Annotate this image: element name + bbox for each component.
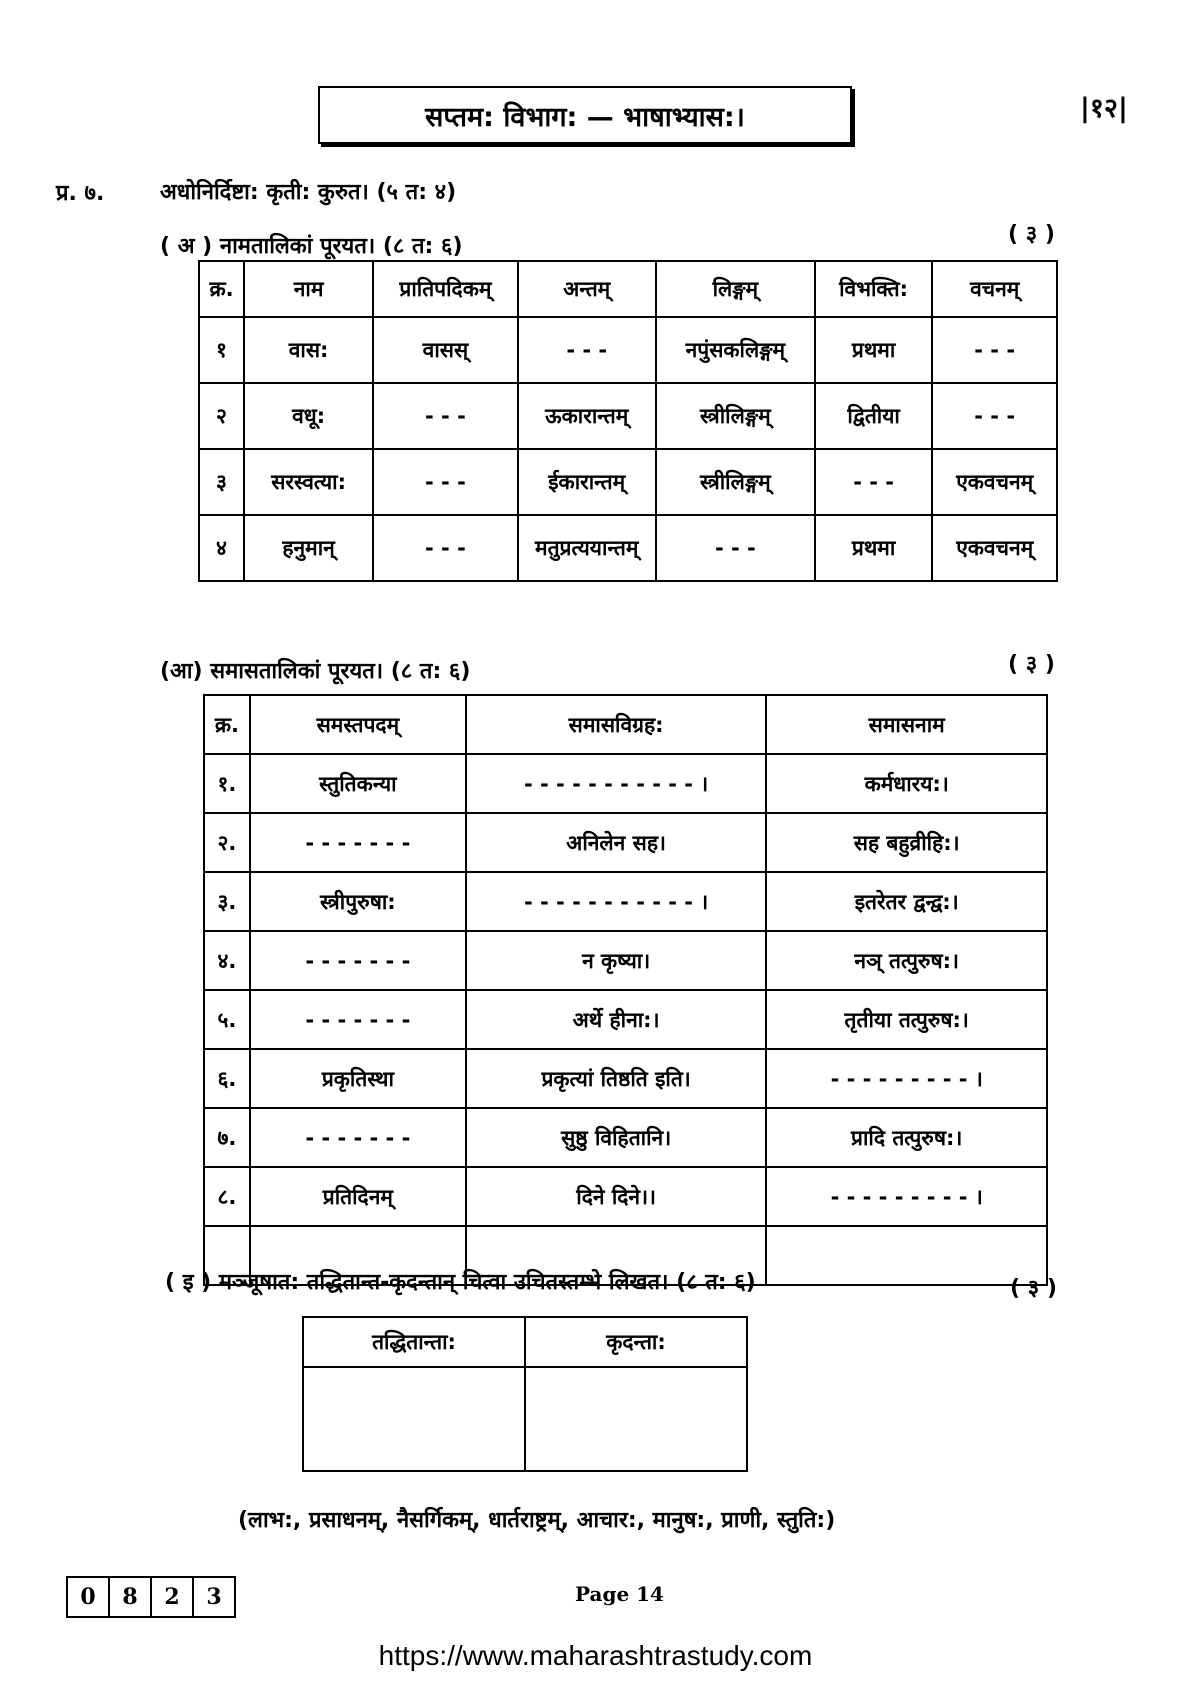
section-b-marks: ( ३ ) bbox=[1008, 652, 1055, 677]
table-row bbox=[204, 1049, 1047, 1108]
table-cell: इतरेतर द्वन्द्व:। bbox=[766, 872, 1047, 931]
table-header-row bbox=[199, 261, 1057, 317]
table-row bbox=[199, 383, 1057, 449]
table-cell bbox=[766, 1226, 1047, 1285]
table-row bbox=[199, 449, 1057, 515]
table-cell: - - - bbox=[373, 383, 517, 449]
table-row bbox=[204, 1167, 1047, 1226]
compound-table bbox=[203, 694, 1048, 1286]
table-cell: नञ् तत्पुरुष:। bbox=[766, 931, 1047, 990]
header-cell: विभक्ति: bbox=[815, 261, 933, 317]
table-cell: वासस् bbox=[373, 317, 517, 383]
header-cell: कृदन्ता: bbox=[525, 1317, 747, 1367]
table-cell: अनिलेन सह। bbox=[466, 813, 767, 872]
question-text: अधोनिर्दिष्टा: कृती: कुरुत। (५ त: ४) bbox=[160, 180, 457, 205]
table-row bbox=[204, 990, 1047, 1049]
table-cell: एकवचनम् bbox=[932, 449, 1057, 515]
table-cell: - - - - - - - - - । bbox=[766, 1167, 1047, 1226]
section-a-marks: ( ३ ) bbox=[1008, 222, 1055, 247]
code-digit: 8 bbox=[110, 1578, 152, 1616]
section-header-title: सप्तम: विभाग: — भाषाभ्यास:। bbox=[425, 101, 745, 133]
header-cell: लिङ्गम् bbox=[656, 261, 815, 317]
table-cell: वास: bbox=[244, 317, 373, 383]
noun-table bbox=[198, 260, 1058, 582]
table-header-row bbox=[303, 1317, 747, 1367]
table-cell: कर्मधारय:। bbox=[766, 754, 1047, 813]
header-cell: तद्धितान्ता: bbox=[303, 1317, 525, 1367]
table-cell: ४. bbox=[204, 931, 250, 990]
table-cell: - - - - - - - - - - - । bbox=[466, 872, 767, 931]
table-cell: - - - - - - - - - - - । bbox=[466, 754, 767, 813]
table-row bbox=[204, 754, 1047, 813]
table-cell: - - - bbox=[815, 449, 933, 515]
table-cell: - - - - - - - bbox=[250, 931, 466, 990]
table-cell: स्त्रीलिङ्गम् bbox=[656, 383, 815, 449]
header-cell: क्र. bbox=[204, 695, 250, 754]
table-row bbox=[199, 317, 1057, 383]
section-c-title: ( इ ) मञ्जूषात: तद्धितान्त-कृदन्तान् चित्वा उचितस्तम्भे लिखत। (८ त: ६) bbox=[165, 1270, 756, 1295]
header-cell: समस्तपदम् bbox=[250, 695, 466, 754]
table-cell: - - - bbox=[932, 383, 1057, 449]
table-cell: प्रथमा bbox=[815, 317, 933, 383]
page-label: Page 14 bbox=[575, 1582, 664, 1606]
answer-cell-krdanta bbox=[525, 1367, 747, 1471]
code-digit: 3 bbox=[206, 1584, 222, 1610]
code-digit: 2 bbox=[152, 1578, 194, 1616]
table-cell: सह बहुव्रीहि:। bbox=[766, 813, 1047, 872]
table-cell: १. bbox=[204, 754, 250, 813]
table-cell: वधू: bbox=[244, 383, 373, 449]
section-c-marks: ( ३ ) bbox=[1010, 1276, 1057, 1301]
table-cell: - - - bbox=[373, 449, 517, 515]
answer-row bbox=[303, 1367, 747, 1471]
table-cell: - - - bbox=[373, 515, 517, 581]
table-cell: ३. bbox=[204, 872, 250, 931]
table-cell: सुष्ठु विहितानि। bbox=[466, 1108, 767, 1167]
table-cell: २ bbox=[199, 383, 244, 449]
table-cell: ३ bbox=[199, 449, 244, 515]
table-cell: स्तुतिकन्या bbox=[250, 754, 466, 813]
table-cell: प्रकृत्यां तिष्ठति इति। bbox=[466, 1049, 767, 1108]
table-cell: नपुंसकलिङ्गम् bbox=[656, 317, 815, 383]
page-number: |१२| bbox=[1080, 93, 1128, 124]
table-cell: प्रथमा bbox=[815, 515, 933, 581]
table-row bbox=[204, 931, 1047, 990]
derivative-classification-table bbox=[302, 1316, 748, 1472]
table-cell: द्वितीया bbox=[815, 383, 933, 449]
table-header-row bbox=[204, 695, 1047, 754]
table-cell: - - - bbox=[932, 317, 1057, 383]
header-cell: अन्तम् bbox=[518, 261, 656, 317]
table-cell: ईकारान्तम् bbox=[518, 449, 656, 515]
table-cell: एकवचनम् bbox=[932, 515, 1057, 581]
table-cell: - - - - - - - bbox=[250, 990, 466, 1049]
question-number: प्र. ७. bbox=[56, 181, 105, 206]
table-row bbox=[199, 515, 1057, 581]
header-cell: नाम bbox=[244, 261, 373, 317]
table-cell: प्रकृतिस्था bbox=[250, 1049, 466, 1108]
table-cell: ४ bbox=[199, 515, 244, 581]
table-row bbox=[204, 813, 1047, 872]
table-cell: स्त्रीपुरुषा: bbox=[250, 872, 466, 931]
table-cell: ८. bbox=[204, 1167, 250, 1226]
answer-cell-taddhita bbox=[303, 1367, 525, 1471]
table-cell: ६. bbox=[204, 1049, 250, 1108]
table-cell: - - - - - - - bbox=[250, 1108, 466, 1167]
subject-code-box bbox=[66, 1576, 236, 1618]
table-cell: - - - bbox=[656, 515, 815, 581]
header-cell: क्र. bbox=[199, 261, 244, 317]
word-box: (लाभ:, प्रसाधनम्, नैसर्गिकम्, धार्तराष्ट्रम्, आचार:, मानुष:, प्राणी, स्तुति:) bbox=[238, 1508, 836, 1533]
table-cell: न कृष्या। bbox=[466, 931, 767, 990]
table-cell: स्त्रीलिङ्गम् bbox=[656, 449, 815, 515]
table-cell: प्रतिदिनम् bbox=[250, 1167, 466, 1226]
table-cell: - - - - - - - bbox=[250, 813, 466, 872]
table-cell: ऊकारान्तम् bbox=[518, 383, 656, 449]
table-cell: २. bbox=[204, 813, 250, 872]
table-cell: ५. bbox=[204, 990, 250, 1049]
header-cell: वचनम् bbox=[932, 261, 1057, 317]
table-cell: तृतीया तत्पुरुष:। bbox=[766, 990, 1047, 1049]
table-cell: सरस्वत्या: bbox=[244, 449, 373, 515]
code-digit: 0 bbox=[68, 1578, 110, 1616]
header-cell: समासनाम bbox=[766, 695, 1047, 754]
table-cell: - - - - - - - - - । bbox=[766, 1049, 1047, 1108]
section-a-title: ( अ ) नामतालिकां पूरयत। (८ त: ६) bbox=[160, 234, 463, 259]
table-cell: ७. bbox=[204, 1108, 250, 1167]
website-url: https://www.maharashtrastudy.com bbox=[378, 1640, 813, 1671]
header-cell: प्रातिपदिकम् bbox=[373, 261, 517, 317]
section-b-title: (आ) समासतालिकां पूरयत। (८ त: ६) bbox=[160, 659, 471, 684]
section-header-box bbox=[318, 86, 852, 144]
table-cell: प्रादि तत्पुरुष:। bbox=[766, 1108, 1047, 1167]
table-cell: हनुमान् bbox=[244, 515, 373, 581]
table-cell: - - - bbox=[518, 317, 656, 383]
table-cell: मतुप्रत्ययान्तम् bbox=[518, 515, 656, 581]
header-cell: समासविग्रह: bbox=[466, 695, 767, 754]
table-row bbox=[204, 872, 1047, 931]
table-row bbox=[204, 1108, 1047, 1167]
table-cell: अर्थे हीना:। bbox=[466, 990, 767, 1049]
table-cell: दिने दिने।। bbox=[466, 1167, 767, 1226]
table-cell: १ bbox=[199, 317, 244, 383]
